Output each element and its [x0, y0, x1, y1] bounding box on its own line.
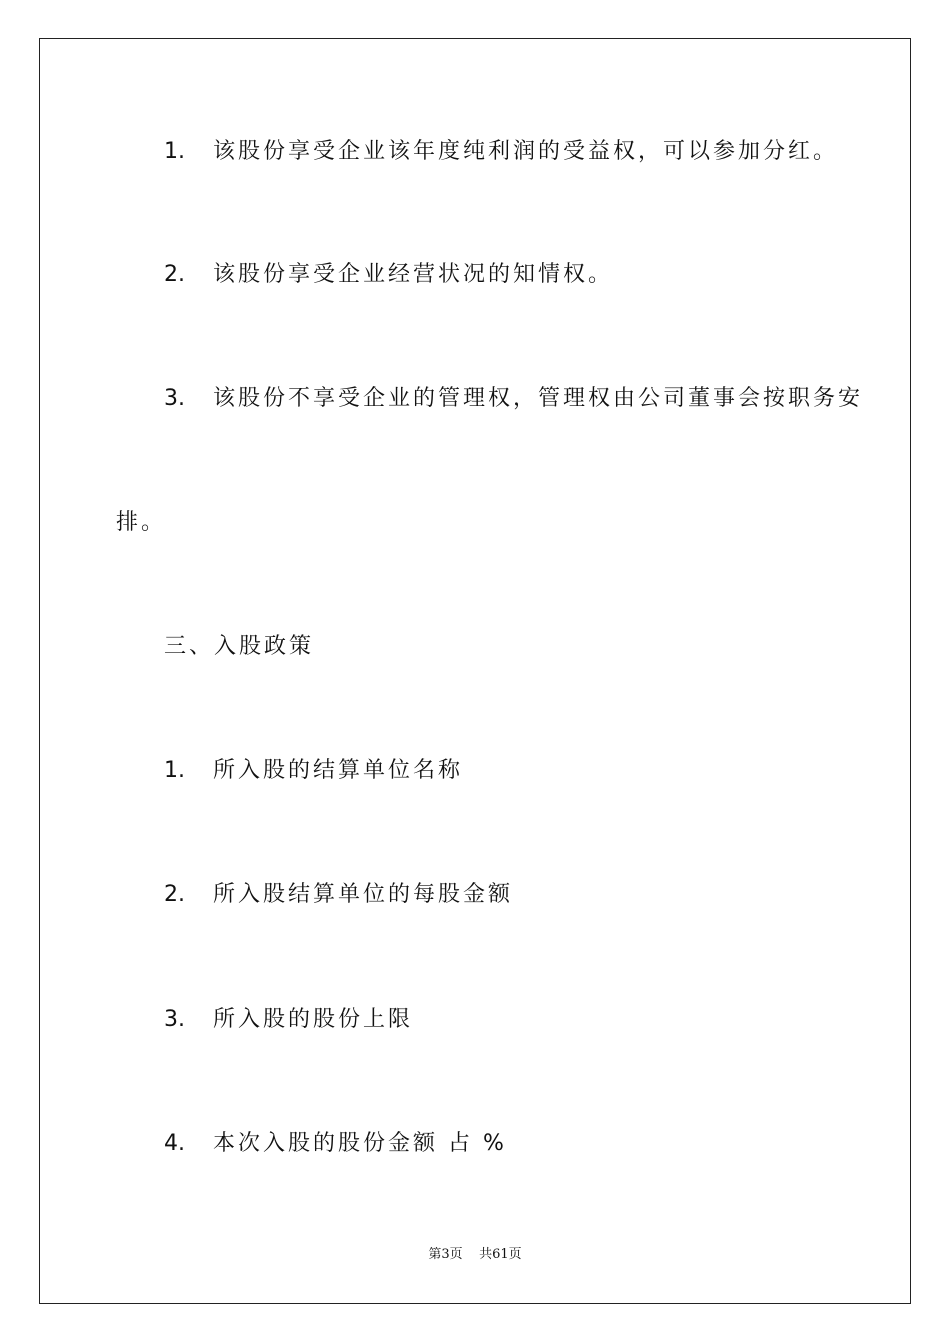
- item-text: 所入股的股份上限: [213, 1007, 414, 1032]
- item-text: 该股份不享受企业的管理权，管理权由公司董事会按职务安: [213, 386, 864, 411]
- item-text: 该股份享受企业经营状况的知情权。: [213, 262, 614, 287]
- item-text: 所入股的结算单位名称: [213, 758, 464, 783]
- item-number: 1.: [164, 139, 185, 164]
- item-number: 2.: [164, 262, 185, 287]
- item-number: 3.: [164, 1007, 185, 1032]
- item-text: 排。: [116, 510, 167, 535]
- list-item: [164, 1129, 507, 1159]
- list-item: [164, 1005, 413, 1035]
- item-text: 该股份享受企业该年度纯利润的受益权，可以参加分红。: [213, 139, 839, 164]
- page-border: [39, 38, 911, 1304]
- item-number: 4.: [164, 1131, 185, 1156]
- list-item: [164, 384, 863, 414]
- item-text: 所入股结算单位的每股金额: [213, 882, 514, 907]
- list-item: [164, 880, 513, 910]
- item-text: 本次入股的股份金额 占 %: [213, 1131, 507, 1156]
- list-item: [164, 260, 613, 290]
- section-heading: [164, 632, 314, 662]
- item-number: 1.: [164, 758, 185, 783]
- list-item: [164, 137, 838, 167]
- heading-text: 三、入股政策: [164, 634, 315, 659]
- list-item: [164, 756, 463, 786]
- item-number: 3.: [164, 386, 185, 411]
- item-number: 2.: [164, 882, 185, 907]
- page-number-footer: 第3页 共61页: [428, 1247, 522, 1262]
- continuation-text: [116, 508, 166, 538]
